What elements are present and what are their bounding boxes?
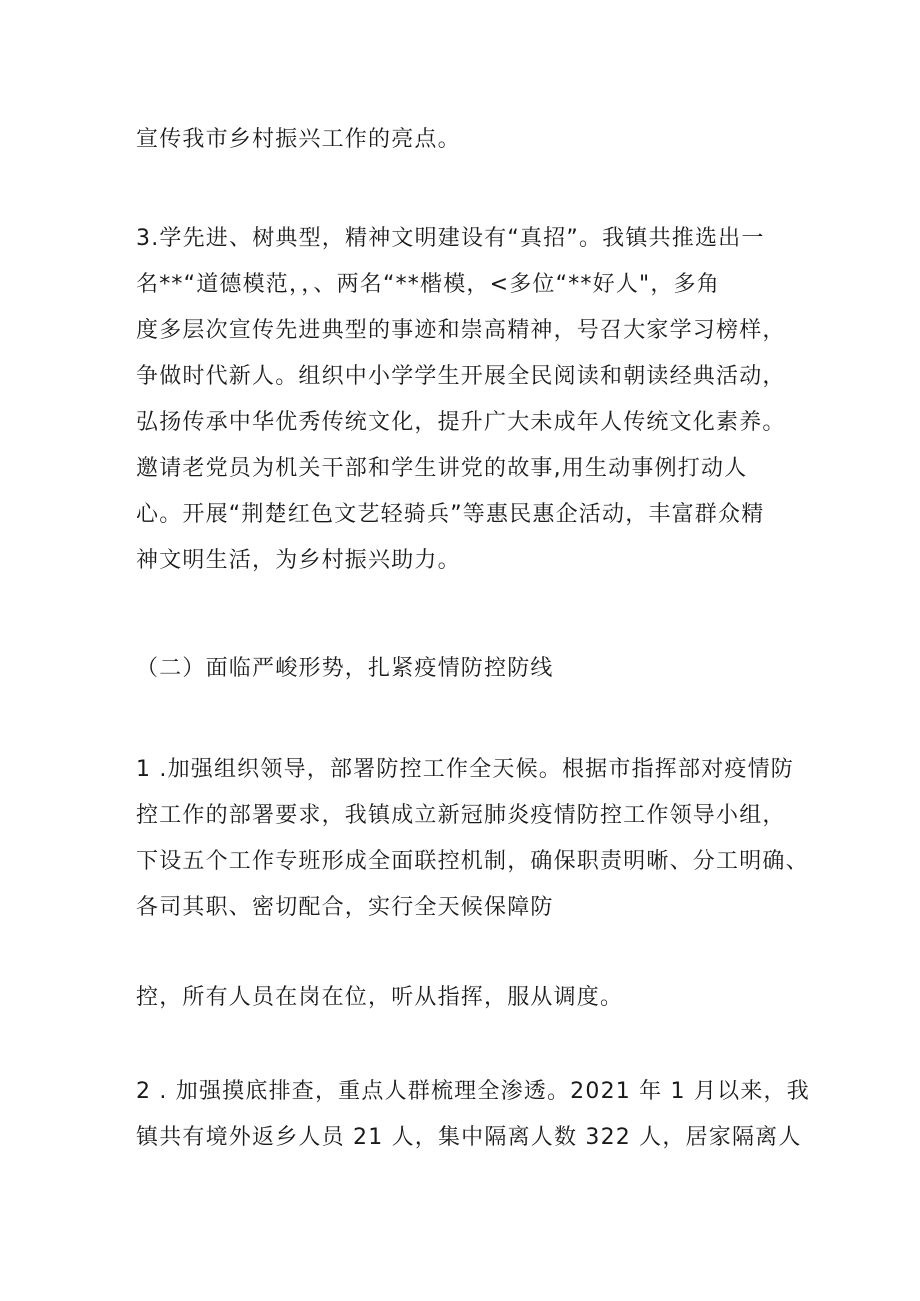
paragraph-2-line-2: 名**“道德模范，，、两名“**楷模，<多位“**好人"，多角: [136, 272, 720, 297]
paragraph-2-line-6: 邀请老党员为机关干部和学生讲党的故事,用生动事例打动人: [136, 456, 748, 481]
paragraph-1-line-1: 宣传我市乡村振兴工作的亮点。: [136, 127, 461, 152]
paragraph-5-line-1: 控，所有人员在岗在位，听从指挥，服从调度。: [136, 985, 624, 1010]
paragraph-2-line-7: 心。开展“荆楚红色文艺轻骑兵”等惠民惠企活动，丰富群众精: [136, 502, 765, 527]
paragraph-6-line-1: 2 . 加强摸底排查，重点人群梳理全渗透。2021 年 1 月以来，我: [136, 1079, 810, 1104]
paragraph-4-line-2: 控工作的部署要求，我镇成立新冠肺炎疫情防控工作领导小组，: [136, 803, 786, 828]
paragraph-2-line-5: 弘扬传承中华优秀传统文化，提升广大未成年人传统文化素养。: [136, 410, 786, 435]
paragraph-2-line-4: 争做时代新人。组织中小学学生开展全民阅读和朝读经典活动，: [136, 364, 786, 389]
paragraph-2-line-8: 神文明生活，为乡村振兴助力。: [136, 548, 461, 573]
paragraph-2-line-1: 3.学先进、树典型，精神文明建设有“真招”。我镇共推选出一: [136, 226, 765, 251]
paragraph-4-line-3: 下设五个工作专班形成全面联控机制，确保职责明晰、分工明确、: [136, 849, 809, 874]
paragraph-6-line-2: 镇共有境外返乡人员 21 人，集中隔离人数 322 人，居家隔离人: [136, 1125, 802, 1150]
paragraph-2-line-3: 度多层次宣传先进典型的事迹和崇高精神，号召大家学习榜样，: [136, 318, 786, 343]
paragraph-4-line-4: 各司其职、密切配合，实行全天候保障防: [136, 895, 554, 920]
paragraph-4-line-1: 1 .加强组织领导，部署防控工作全天候。根据市指挥部对疫情防: [136, 757, 794, 782]
section-heading: （二）面临严峻形势，扎紧疫情防控防线: [136, 656, 554, 681]
